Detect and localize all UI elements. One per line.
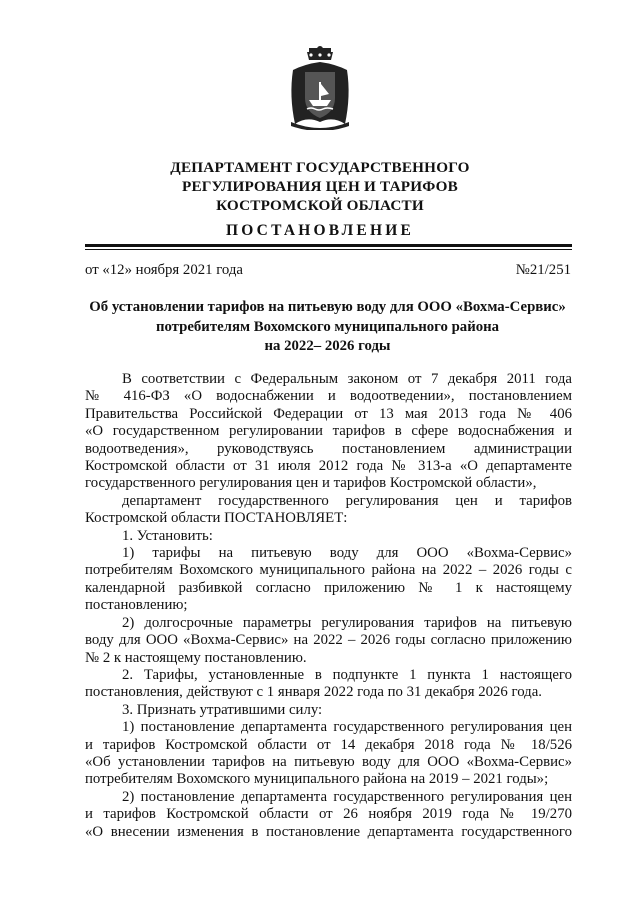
body-line: государственного регулирования цен и тарифов Костромской области», — [85, 475, 537, 492]
body-line: и тарифов Костромской области от 26 ноября 2019 года № 19/270 — [85, 806, 572, 823]
department-line: РЕГУЛИРОВАНИЯ ЦЕН И ТАРИФОВ — [181, 178, 459, 195]
body-line: потребителям Вохомского муниципального района на 2019 – 2021 годы»; — [85, 771, 549, 788]
body-line: «О внесении изменения в постановление департамента государственного — [85, 823, 572, 840]
body-line: «Об установлении тарифов на питьевую воду для ООО «Вохма-Сервис» — [85, 753, 572, 770]
document-number: №21/251 — [515, 262, 571, 278]
body-line: Костромской области от 31 июля 2012 года № 313-а «О департаменте — [85, 458, 572, 475]
title-line: потребителям Вохомского муниципального района — [155, 318, 500, 335]
department-name — [0, 158, 640, 215]
body-line: «О государственном регулировании тарифов в сфере водоснабжения и — [85, 423, 572, 440]
body-line: постановления, действуют с 1 января 2022 года по 31 декабря 2026 года. — [85, 684, 542, 701]
body-line: 1) тарифы на питьевую воду для ООО «Вохма-Сервис» — [122, 545, 572, 562]
body-line: Правительства Российской Федерации от 13 мая 2013 года № 406 — [85, 405, 572, 422]
body-line: № 416-ФЗ «О водоснабжении и водоотведении», постановлением — [85, 388, 572, 405]
body-line: воду для ООО «Вохма-Сервис» на 2022 – 2026 годы согласно приложению — [85, 632, 572, 649]
title-line: Об установлении тарифов на питьевую воду для ООО «Вохма-Сервис» — [89, 299, 566, 315]
header-divider-thin — [85, 249, 572, 250]
header-divider-thick — [85, 244, 572, 247]
body-line: департамент государственного регулирования цен и тарифов — [122, 492, 572, 509]
body-line: 2) постановление департамента государственного регулирования цен — [122, 788, 572, 805]
body-line: 3. Признать утратившими силу: — [122, 701, 323, 718]
document-title — [70, 298, 585, 357]
body-line: календарной разбивкой согласно приложению № 1 к настоящему — [85, 579, 572, 596]
title-line: на 2022– 2026 годы — [264, 338, 391, 354]
coat-of-arms-icon — [287, 46, 353, 130]
body-line: 2. Тарифы, установленные в подпункте 1 пункта 1 настоящего — [122, 666, 572, 683]
body-line: 1) постановление департамента государственного регулирования цен — [122, 719, 572, 736]
body-line: водоотведения», руководствуясь постановлением администрации — [85, 440, 572, 457]
body-line: 1. Установить: — [122, 527, 213, 544]
body-line: Костромской области ПОСТАНОВЛЯЕТ: — [85, 510, 348, 527]
body-line: потребителям Вохомского муниципального района на 2022 – 2026 годы с — [85, 562, 572, 579]
department-line: КОСТРОМСКОЙ ОБЛАСТИ — [216, 197, 424, 214]
document-type-heading: ПОСТАНОВЛЕНИЕ — [225, 222, 415, 239]
body-line: 2) долгосрочные параметры регулирования тарифов на питьевую — [122, 614, 572, 631]
document-date: от «12» ноября 2021 года — [85, 262, 243, 278]
body-line: и тарифов Костромской области от 14 декабря 2018 года № 18/526 — [85, 736, 572, 753]
body-line: постановлению; — [85, 597, 188, 614]
document-body — [85, 371, 572, 841]
body-line: № 2 к настоящему постановлению. — [85, 649, 307, 666]
body-line: В соответствии с Федеральным законом от 7 декабря 2011 года — [122, 371, 572, 387]
department-line: ДЕПАРТАМЕНТ ГОСУДАРСТВЕННОГО — [170, 159, 470, 176]
